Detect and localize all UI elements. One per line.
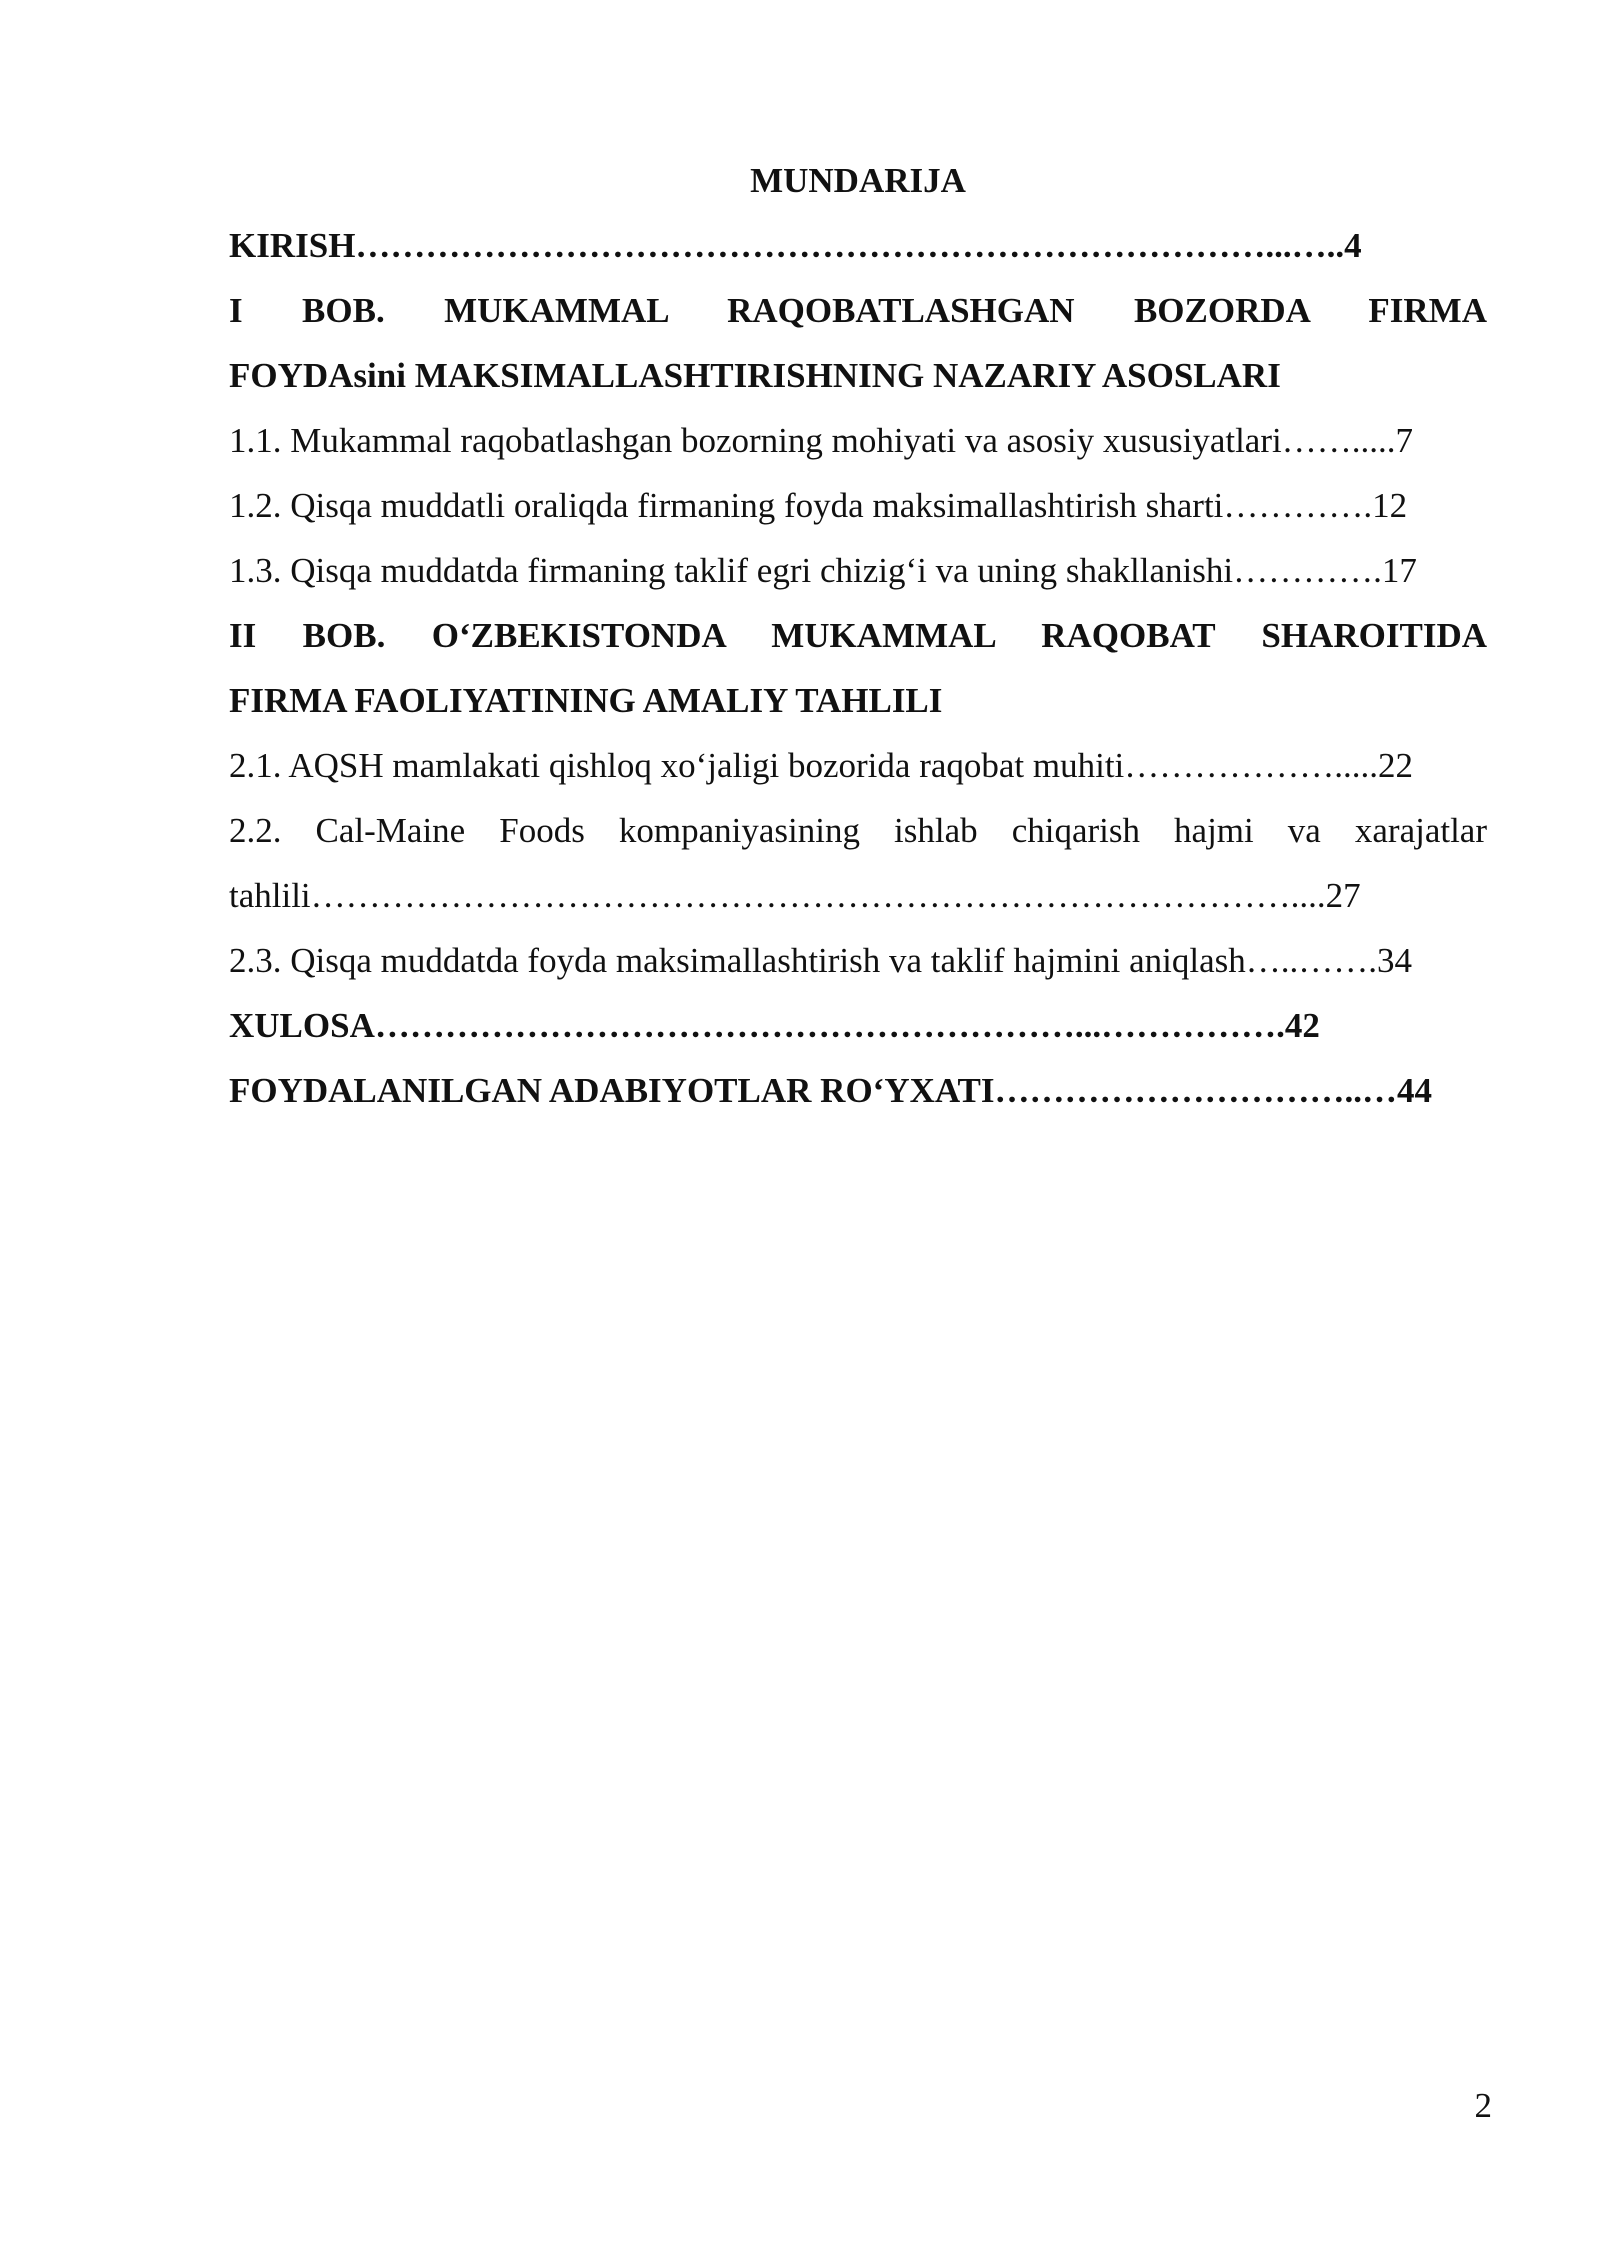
table-of-contents — [229, 148, 1487, 1123]
toc-entry-1-1: 1.1. Mukammal raqobatlashgan bozorning mohiyati va asosiy xususiyatlari…….....7 — [229, 421, 1413, 460]
toc-entry-1-3: 1.3. Qisqa muddatda firmaning taklif egri chizig‘i va uning shakllanishi………….17 — [229, 551, 1417, 590]
toc-chapter-1-heading-line-1: I BOB. MUKAMMAL RAQOBATLASHGAN BOZORDA FIRMA — [229, 291, 1487, 330]
toc-entry-1-2: 1.2. Qisqa muddatli oraliqda firmaning foyda maksimallashtirish sharti………….12 — [229, 486, 1408, 525]
toc-entry-kirish: KIRISH……………………………………………………………………...…..4 — [229, 226, 1362, 265]
toc-entry-xulosa: XULOSA……………………………………………………...…………….42 — [229, 1006, 1320, 1045]
toc-title: MUNDARIJA — [750, 161, 966, 200]
toc-entry-2-2-line-1: 2.2. Cal-Maine Foods kompaniyasining ishlab chiqarish hajmi va xarajatlar — [229, 811, 1487, 850]
toc-chapter-1-heading-line-2: FOYDAsini MAKSIMALLASHTIRISHNING NAZARIY ASOSLARI — [229, 356, 1281, 395]
toc-entry-2-2-line-2: tahlili…………………………………………………………………………....27 — [229, 876, 1361, 915]
toc-chapter-2-heading-line-1: II BOB. O‘ZBEKISTONDA MUKAMMAL RAQOBAT SHAROITIDA — [229, 616, 1487, 655]
toc-entry-2-3: 2.3. Qisqa muddatda foyda maksimallashtirish va taklif hajmini aniqlash…..…….34 — [229, 941, 1412, 980]
page-number: 2 — [1474, 2086, 1492, 2125]
toc-chapter-2-heading-line-2: FIRMA FAOLIYATINING AMALIY TAHLILI — [229, 681, 943, 720]
toc-entry-2-1: 2.1. AQSH mamlakati qishloq xo‘jaligi bozorida raqobat muhiti……………….....22 — [229, 746, 1414, 785]
toc-entry-adabiyotlar: FOYDALANILGAN ADABIYOTLAR RO‘YXATI…………………………..…44 — [229, 1071, 1433, 1110]
